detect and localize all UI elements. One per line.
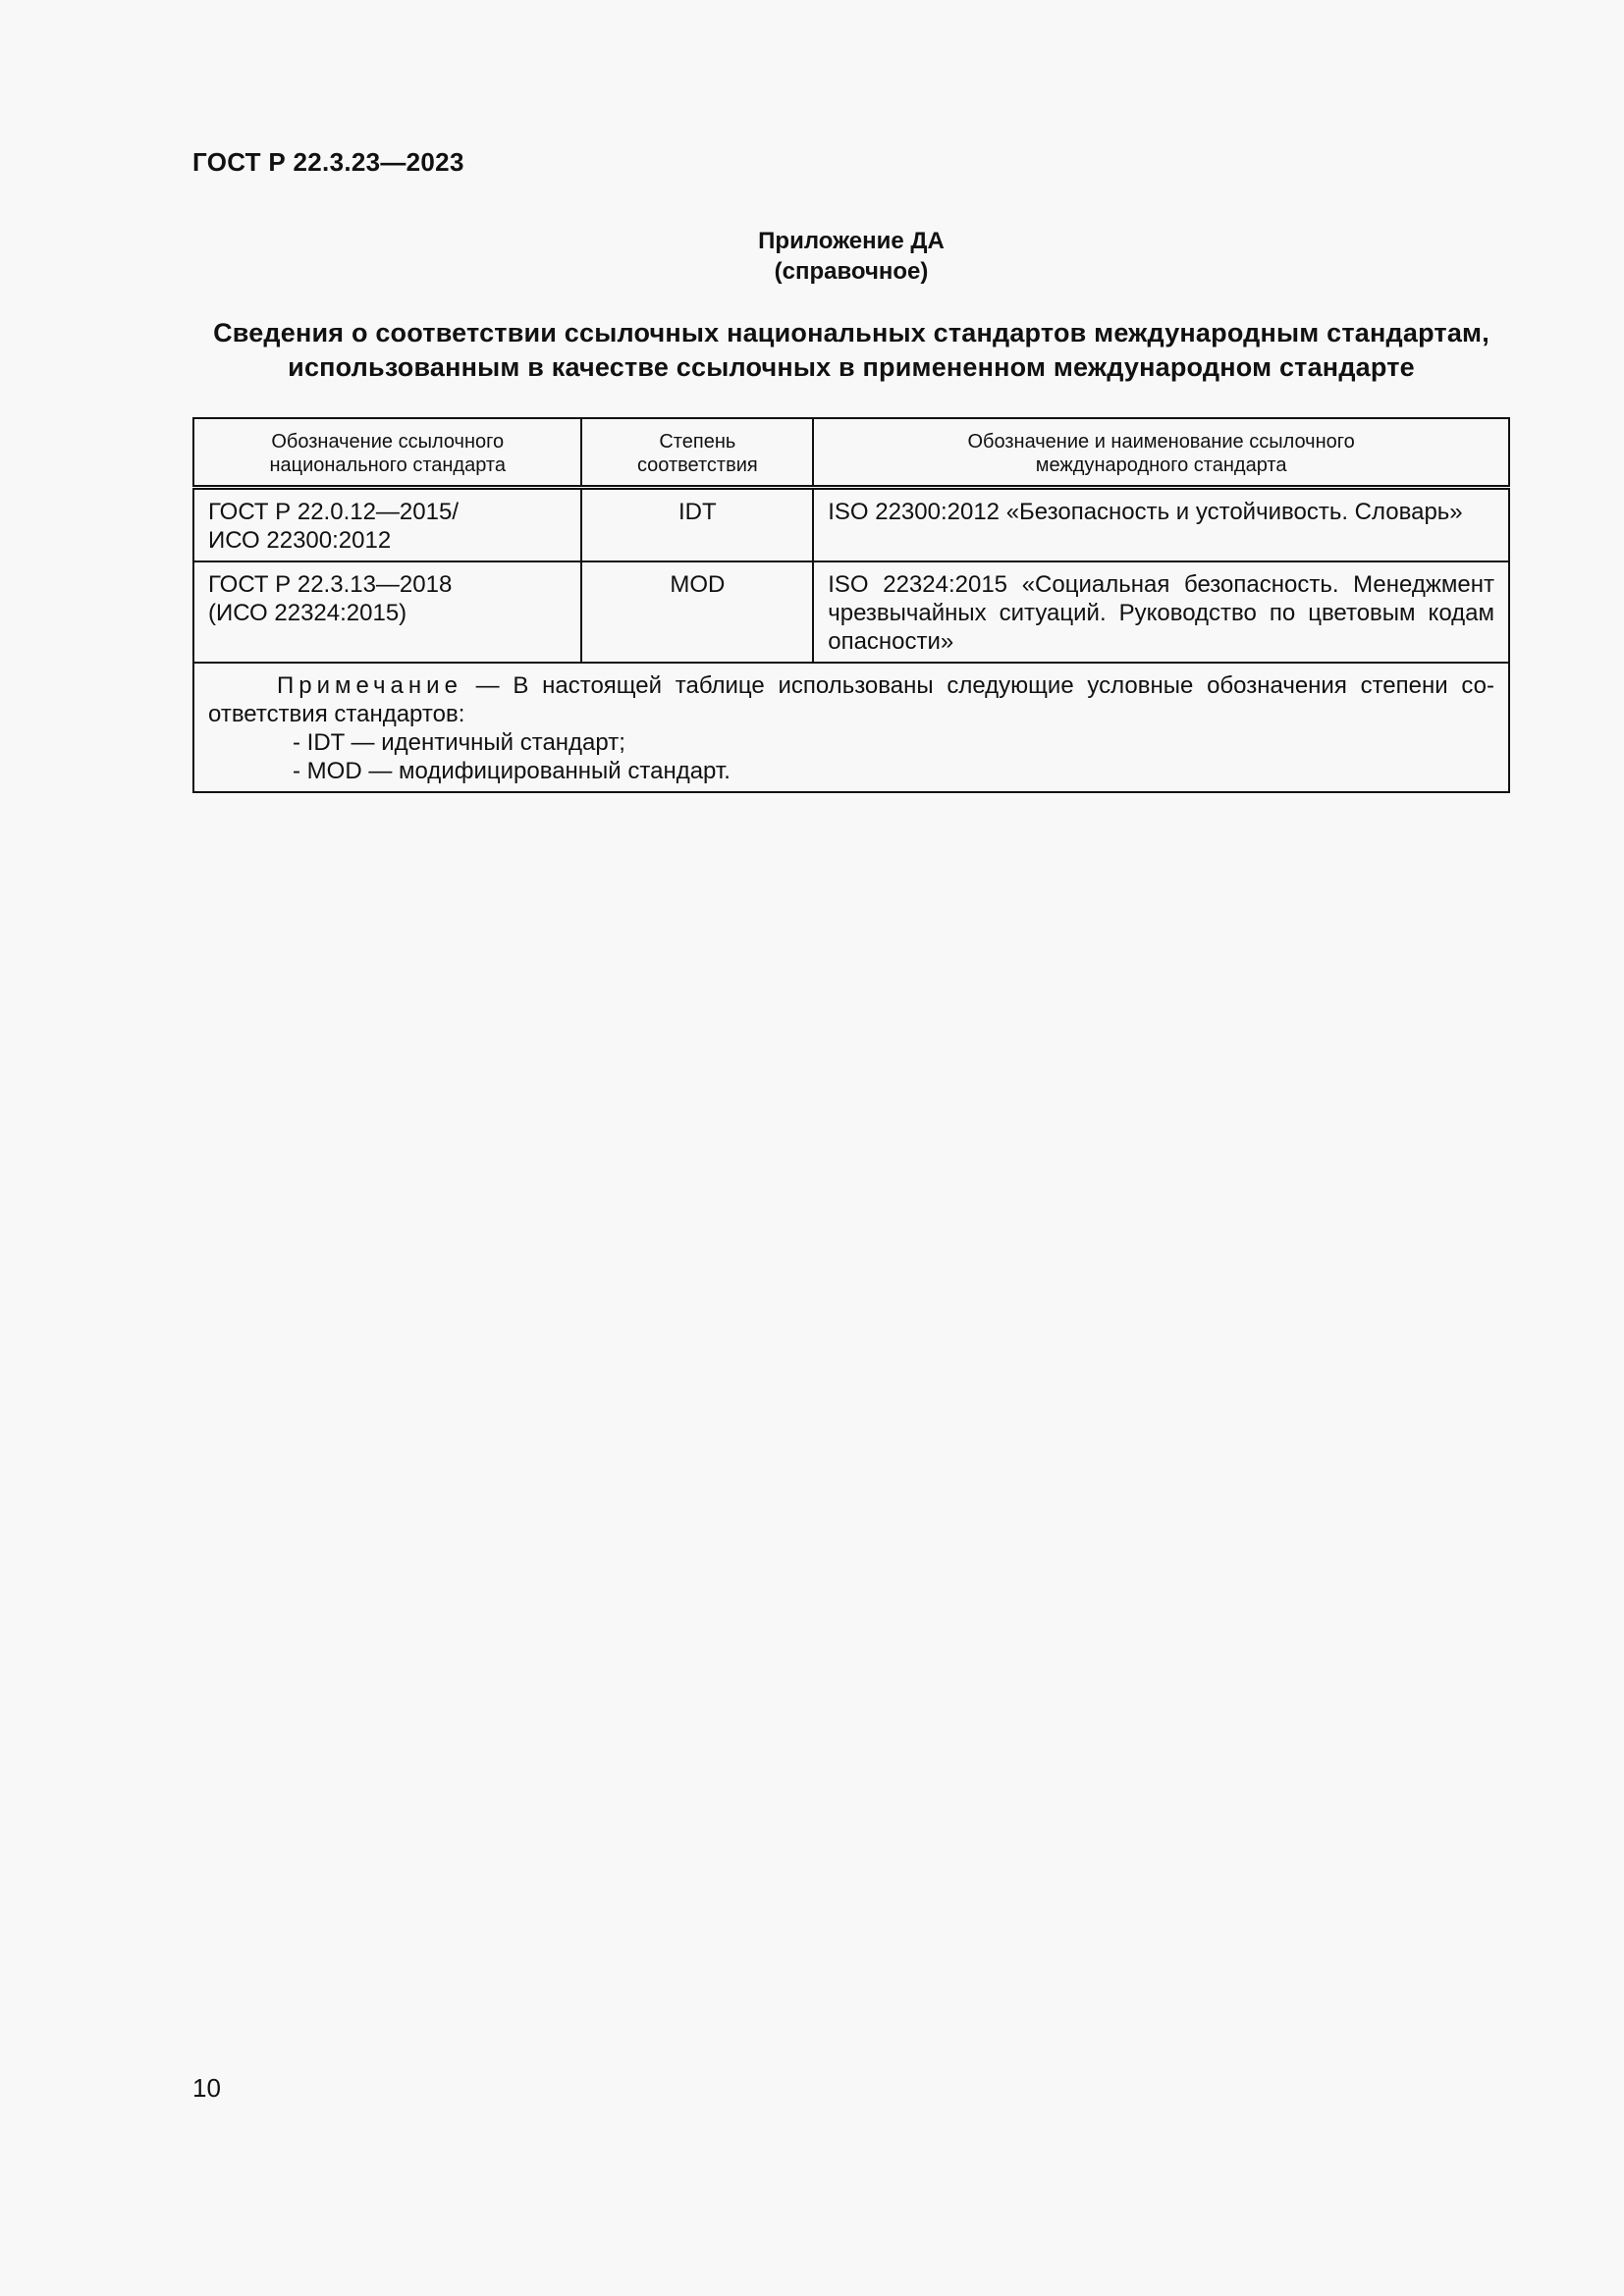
- international-standard-cell: ISO 22300:2012 «Безопасность и устойчивость. Словарь»: [813, 488, 1509, 562]
- international-standard-cell: ISO 22324:2015 «Социальная безопасность. Менеджмент чрезвычайных ситуаций. Руководство по цветовым кодам опасности»: [813, 561, 1509, 663]
- note-body: В настоящей таблице использованы следующие условные обозначения степени соответствия стандартов:: [208, 672, 1494, 727]
- section-title-line1: Сведения о соответствии ссылочных национальных стандартов международным стандартам,: [213, 318, 1489, 347]
- table-header-row: [193, 418, 1509, 488]
- national-standard-cell: [193, 561, 581, 663]
- national-standard-line: ГОСТ Р 22.3.13—2018: [208, 571, 453, 598]
- column-header-international: [813, 418, 1509, 488]
- national-standard-line: ИСО 22300:2012: [208, 527, 392, 554]
- document-code: ГОСТ Р 22.3.23—2023: [192, 147, 464, 177]
- note-item: - IDT — идентичный стандарт;: [293, 729, 625, 756]
- section-title: [192, 316, 1510, 385]
- section-title-line2: использованным в качестве ссылочных в примененном международном стандарте: [288, 352, 1415, 382]
- table-row: [193, 488, 1509, 562]
- page-number: 10: [192, 2073, 221, 2103]
- column-header-line: национального стандарта: [269, 454, 506, 476]
- note-text: [208, 671, 1494, 728]
- column-header-line: Обозначение ссылочного: [271, 431, 505, 453]
- note-item: - MOD — модифицированный стандарт.: [293, 758, 731, 784]
- national-standard-cell: [193, 488, 581, 562]
- column-header-line: Обозначение и наименование ссылочного: [967, 431, 1355, 453]
- national-standard-line: ГОСТ Р 22.0.12—2015/: [208, 499, 459, 525]
- column-header-national: [193, 418, 581, 488]
- appendix-heading: [192, 226, 1510, 287]
- appendix-subtitle: (справочное): [774, 258, 929, 285]
- table-note-row: [193, 663, 1509, 792]
- degree-cell: MOD: [581, 561, 813, 663]
- column-header-line: соответствия: [636, 454, 758, 476]
- appendix-title: Приложение ДА: [758, 228, 945, 254]
- note-dash: —: [461, 672, 514, 699]
- standards-table: [192, 417, 1510, 793]
- note-label: Примечание: [277, 672, 462, 699]
- column-header-line: международного стандарта: [1035, 454, 1287, 476]
- column-header-degree: [581, 418, 813, 488]
- column-header-line: Степень: [659, 431, 736, 453]
- national-standard-line: (ИСО 22324:2015): [208, 600, 407, 626]
- degree-cell: IDT: [581, 488, 813, 562]
- table-row: [193, 561, 1509, 663]
- note-cell: [193, 663, 1509, 792]
